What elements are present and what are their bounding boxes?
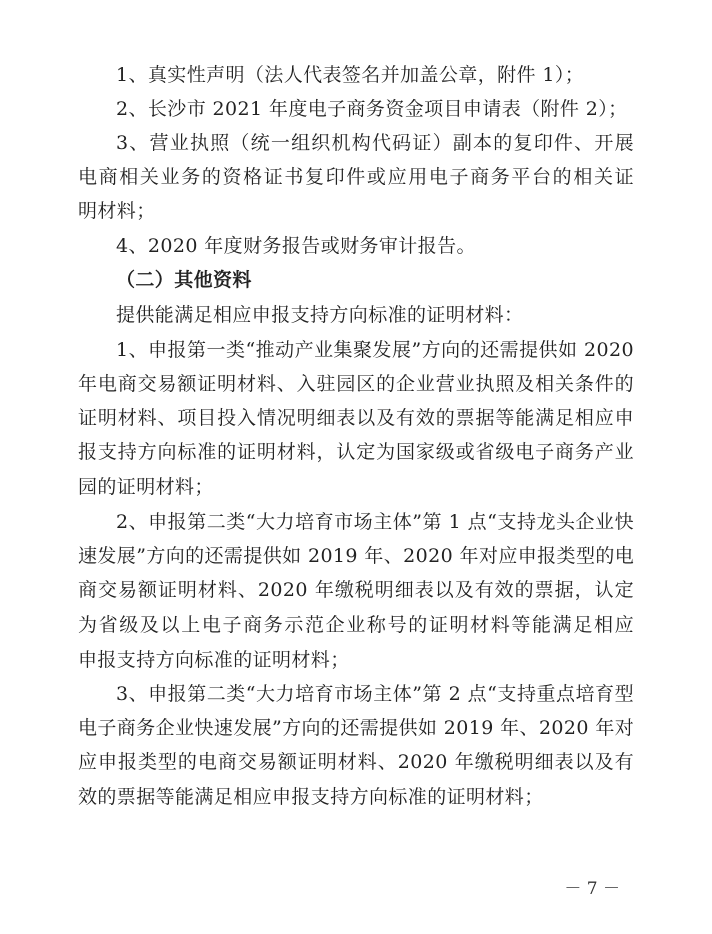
text-line: 电商相关业务的资格证书复印件或应用电子商务平台的相关证	[78, 166, 634, 188]
text-line: 3、申报第二类“大力培育市场主体”第 2 点“支持重点培育型	[116, 683, 634, 705]
text-line: 速发展”方向的还需提供如 2019 年、2020 年对应申报类型的电	[78, 545, 635, 567]
text-line: 商交易额证明材料、2020 年缴税明细表以及有效的票据，认定	[78, 579, 634, 601]
text-line: 2、长沙市 2021 年度电子商务资金项目申请表（附件 2）；	[116, 98, 628, 120]
text-line: 园的证明材料；	[78, 476, 214, 498]
text-line: 电子商务企业快速发展”方向的还需提供如 2019 年、2020 年对	[78, 717, 635, 739]
text-line: 提供能满足相应申报支持方向标准的证明材料：	[116, 304, 524, 326]
section-heading: （二）其他资料	[116, 269, 252, 291]
text-line: 证明材料、项目投入情况明细表以及有效的票据等能满足相应申	[78, 407, 634, 429]
text-line: 1、申报第一类“推动产业集聚发展”方向的还需提供如 2020	[116, 339, 634, 361]
text-line: 4、2020 年度财务报告或财务审计报告。	[116, 235, 476, 257]
text-line: 年电商交易额证明材料、入驻园区的企业营业执照及相关条件的	[78, 373, 634, 395]
text-line: 3、营业执照（统一组织机构代码证）副本的复印件、开展	[116, 132, 634, 154]
page-number: － 7 －	[564, 879, 620, 899]
text-line: 申报支持方向标准的证明材料；	[78, 649, 350, 671]
text-line: 明材料；	[78, 200, 156, 222]
text-line: 1、真实性声明（法人代表签名并加盖公章，附件 1）；	[116, 64, 585, 86]
text-line: 为省级及以上电子商务示范企业称号的证明材料等能满足相应	[78, 614, 634, 636]
text-line: 2、申报第二类“大力培育市场主体”第 1 点“支持龙头企业快	[116, 511, 634, 533]
text-line: 报支持方向标准的证明材料，认定为国家级或省级电子商务产业	[78, 441, 634, 463]
text-line: 应申报类型的电商交易额证明材料、2020 年缴税明细表以及有	[78, 751, 634, 773]
text-line: 效的票据等能满足相应申报支持方向标准的证明材料；	[78, 786, 544, 808]
